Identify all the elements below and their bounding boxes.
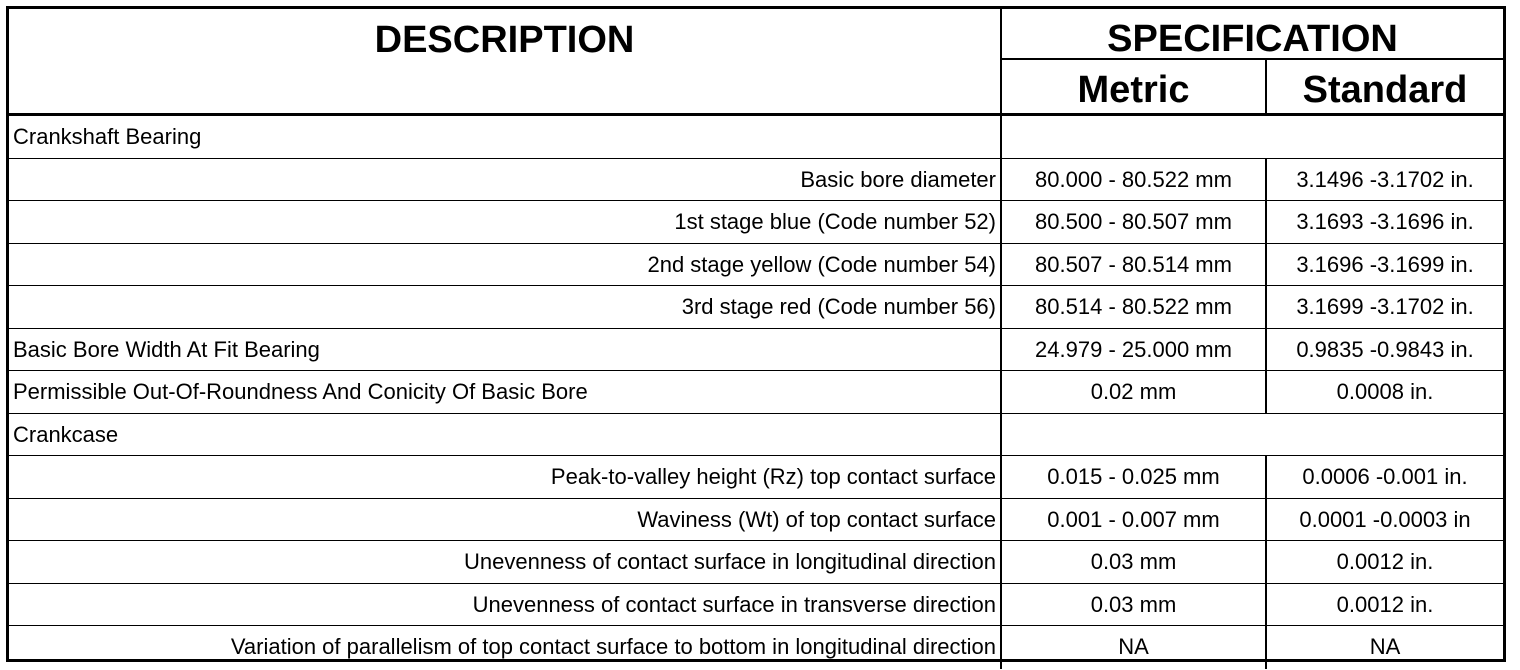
- standard-cell: 0.0012 in.: [1336, 549, 1434, 574]
- table-row: [9, 371, 1503, 414]
- metric-cell: 0.015 - 0.025 mm: [1002, 456, 1267, 498]
- standard-cell: 3.1696 -3.1699 in.: [1296, 251, 1474, 277]
- metric-cell: 0.03 mm: [1002, 541, 1267, 583]
- description-cell: Variation of parallelism of top contact surface to bottom in longitudinal direction: [9, 626, 1002, 669]
- metric-cell: 0.03 mm: [1002, 584, 1267, 626]
- metric-cell: NA: [1002, 626, 1267, 669]
- metric-cell: 80.507 - 80.514 mm: [1002, 244, 1267, 286]
- metric-cell: 24.979 - 25.000 mm: [1002, 329, 1267, 371]
- description-cell: Peak-to-valley height (Rz) top contact surface: [9, 456, 1002, 498]
- table-row: [9, 159, 1503, 202]
- empty-spec-cell: [1002, 414, 1503, 456]
- standard-cell: 0.0012 in.: [1336, 591, 1434, 617]
- standard-column-header: Standard: [1302, 69, 1468, 111]
- standard-cell: 3.1496 -3.1702 in.: [1296, 166, 1474, 192]
- metric-cell: 80.500 - 80.507 mm: [1002, 201, 1267, 243]
- metric-cell: 80.000 - 80.522 mm: [1002, 159, 1267, 201]
- table-row: [9, 286, 1503, 329]
- description-cell: Unevenness of contact surface in transverse direction: [9, 584, 1002, 626]
- metric-column-header: Metric: [1002, 60, 1267, 113]
- description-cell: Basic Bore Width At Fit Bearing: [9, 329, 1002, 371]
- standard-cell: 0.0008 in.: [1336, 379, 1434, 404]
- empty-spec-cell: [1002, 116, 1503, 158]
- description-cell: Crankcase: [9, 414, 1002, 456]
- metric-cell: 0.02 mm: [1002, 371, 1267, 413]
- table-row: [9, 584, 1503, 627]
- table-header: [9, 9, 1503, 116]
- spec-table: [6, 6, 1506, 662]
- standard-cell: 0.0006 -0.001 in.: [1302, 464, 1468, 489]
- description-cell: 1st stage blue (Code number 52): [9, 201, 1002, 243]
- standard-cell: 3.1693 -3.1696 in.: [1296, 209, 1474, 234]
- standard-cell: 0.0001 -0.0003 in: [1299, 506, 1471, 532]
- standard-cell: 3.1699 -3.1702 in.: [1296, 294, 1474, 319]
- description-cell: Unevenness of contact surface in longitudinal direction: [9, 541, 1002, 583]
- table-row: [9, 541, 1503, 584]
- metric-cell: 0.001 - 0.007 mm: [1002, 499, 1267, 541]
- description-cell: 3rd stage red (Code number 56): [9, 286, 1002, 328]
- description-cell: Crankshaft Bearing: [9, 116, 1002, 158]
- table-row: [9, 626, 1503, 669]
- section-row: [9, 414, 1503, 457]
- description-cell: Permissible Out-Of-Roundness And Conicity Of Basic Bore: [9, 371, 1002, 413]
- description-column-header: DESCRIPTION: [9, 9, 1002, 113]
- table-row: [9, 329, 1503, 372]
- standard-cell: NA: [1369, 634, 1401, 659]
- specification-column-header: SPECIFICATION: [1002, 9, 1503, 60]
- description-cell: Waviness (Wt) of top contact surface: [9, 499, 1002, 541]
- metric-cell: 80.514 - 80.522 mm: [1002, 286, 1267, 328]
- section-row: [9, 116, 1503, 159]
- standard-cell: 0.9835 -0.9843 in.: [1296, 336, 1474, 362]
- description-cell: 2nd stage yellow (Code number 54): [9, 244, 1002, 286]
- table-row: [9, 201, 1503, 244]
- table-body: [9, 116, 1503, 669]
- table-row: [9, 456, 1503, 499]
- description-cell: Basic bore diameter: [9, 159, 1002, 201]
- table-row: [9, 499, 1503, 542]
- table-row: [9, 244, 1503, 287]
